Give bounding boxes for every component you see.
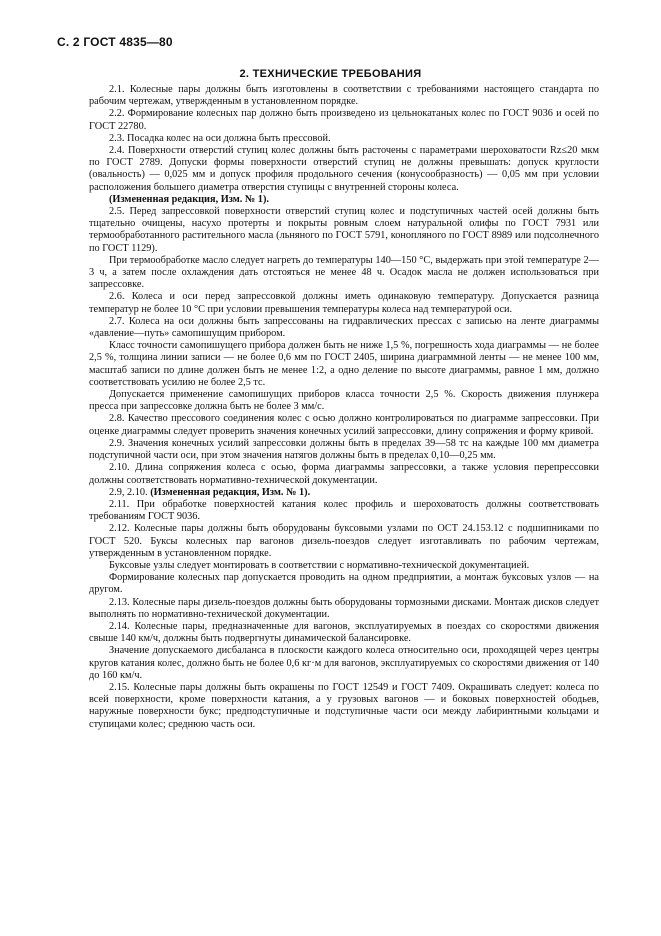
- paragraph: 2.9. Значения конечных усилий запрессовки должны быть в пределах 39—58 тс на каждые 100 мм диаметра подступичной части оси, при этом значения натягов должны быть в пределах 0,10—0,25 мм.: [89, 437, 599, 462]
- amendment-note: (Измененная редакция, Изм. № 1).: [109, 193, 269, 205]
- paragraph: Значение допускаемого дисбаланса в плоскости каждого колеса относительно оси, проходящей через центры кругов катания колес, должно быть не более 0,6 кг·м для вагонов, эксплуатируемых со скоростями движения от 140 до 160 км/ч.: [89, 645, 599, 681]
- paragraph: 2.15. Колесные пары должны быть окрашены по ГОСТ 12549 и ГОСТ 7409. Окрашивать следует: колеса по всей поверхности, кроме поверхности катания, а у грузовых вагонов — и боковых поверхностей ободьев, наружные поверхности букс; предподступичные и подступичные части оси между лабиринтными кольцами и ступицами колес; среднюю часть оси.: [89, 681, 599, 730]
- paragraph: 2.10. Длина сопряжения колеса с осью, форма диаграммы запрессовки, а также условия перепрессовки должны соответствовать нормативно-технической документации.: [89, 462, 599, 486]
- paragraph: 2.5. Перед запрессовкой поверхности отверстий ступиц колес и подступичных частей осей должны быть тщательно очищены, насухо протерты и покрыты ровным слоем натуральной олифы по ГОСТ 7931 или термообработанного растительного масла (льняного по ГОСТ 5791, конопляного по ГОСТ 8989 или подсолнечного по ГОСТ 1129).: [89, 206, 599, 254]
- paragraph: При термообработке масло следует нагреть до температуры 140—150 °С, выдержать при этой температуре 2—3 ч, а затем после охлаждения дать отстояться не менее 48 ч. Осадок масла не должен использоваться при запрессовке.: [89, 254, 599, 291]
- paragraph: 2.8. Качество прессового соединения колес с осью должно контролироваться по диаграмме запрессовки. При оценке диаграммы следует проверить значения конечных усилий запрессовки, длину сопряжения и форму кривой.: [89, 413, 599, 437]
- page-header: С. 2 ГОСТ 4835—80: [57, 35, 173, 49]
- paragraph: 2.13. Колесные пары дизель-поездов должны быть оборудованы тормозными дисками. Монтаж дисков следует выполнять по нормативно-технической документации.: [89, 596, 599, 620]
- paragraph: 2.4. Поверхности отверстий ступиц колес должны быть расточены с параметрами шероховатости Rz≤20 мкм по ГОСТ 2789. Допуски формы поверхности отверстий ступиц не должны превышать: допуск круглости (овальность) — 0,025 мм и допуск профиля продольного сечения (конусообразность) — 0,05 мм при условии расположения большего диаметра отверстия ступицы с внутренней стороны колеса.: [89, 145, 599, 193]
- paragraph: 2.14. Колесные пары, предназначенные для вагонов, эксплуатируемых в поездах со скоростями движения свыше 140 км/ч, должны быть подвергнуты динамической балансировке.: [89, 620, 599, 645]
- paragraph: 2.2. Формирование колесных пар должно быть произведено из цельнокатаных колес по ГОСТ 9036 и осей по ГОСТ 22780.: [89, 108, 599, 132]
- document-body: [89, 84, 599, 731]
- paragraph: 2.3. Посадка колес на оси должна быть прессовой.: [109, 132, 331, 144]
- paragraph: Формирование колесных пар допускается проводить на одном предприятии, а монтаж буксовых узлов — на другом.: [89, 572, 599, 596]
- section-title: 2. ТЕХНИЧЕСКИЕ ТРЕБОВАНИЯ: [239, 68, 422, 80]
- amendment-paragraph: [89, 487, 599, 499]
- paragraph: Допускается применение самопишущих приборов класса точности 2,5 %. Скорость движения плунжера пресса при запрессовке должна быть не более 3 мм/с.: [89, 389, 599, 413]
- amendment-note: (Измененная редакция, Изм. № 1).: [150, 486, 311, 498]
- paragraph: 2.1. Колесные пары должны быть изготовлены в соответствии с требованиями настоящего стандарта по рабочим чертежам, утвержденным в установленном порядке.: [89, 84, 599, 108]
- paragraph: 2.6. Колеса и оси перед запрессовкой должны иметь одинаковую температуру. Допускается разница температур не более 10 °С при условии превышения температуры колеса над температурой оси.: [89, 291, 599, 315]
- paragraph: 2.12. Колесные пары должны быть оборудованы буксовыми узлами по ОСТ 24.153.12 с подшипниками по ГОСТ 520. Буксы колесных пар вагонов дизель-поездов следует изготавливать по рабочим чертежам, утвержденным в установленном порядке.: [89, 523, 599, 559]
- paragraph: 2.11. При обработке поверхностей катания колес профиль и шероховатость должны соответствовать требованиям ГОСТ 9036.: [89, 498, 599, 523]
- paragraph: 2.7. Колеса на оси должны быть запрессованы на гидравлических прессах с записью на ленте диаграммы «давление—путь» самопишущим прибором.: [89, 315, 599, 340]
- paragraph: Буксовые узлы следует монтировать в соответствии с нормативно-технической документацией.: [109, 559, 530, 571]
- paragraph: Класс точности самопишущего прибора должен быть не ниже 1,5 %, погрешность хода диаграммы — не более 2,5 %, толщина линии записи — не более 0,6 мм по ГОСТ 2405, ширина диаграммной ленты — не менее 100 мм, масштаб записи по длине должен быть не менее 1:2, а одно деление по высоте диаграммы, равное 1 мм, должно соответствовать усилию не более 2,5 тс.: [89, 340, 599, 388]
- clause-refs: 2.9, 2.10.: [109, 486, 148, 498]
